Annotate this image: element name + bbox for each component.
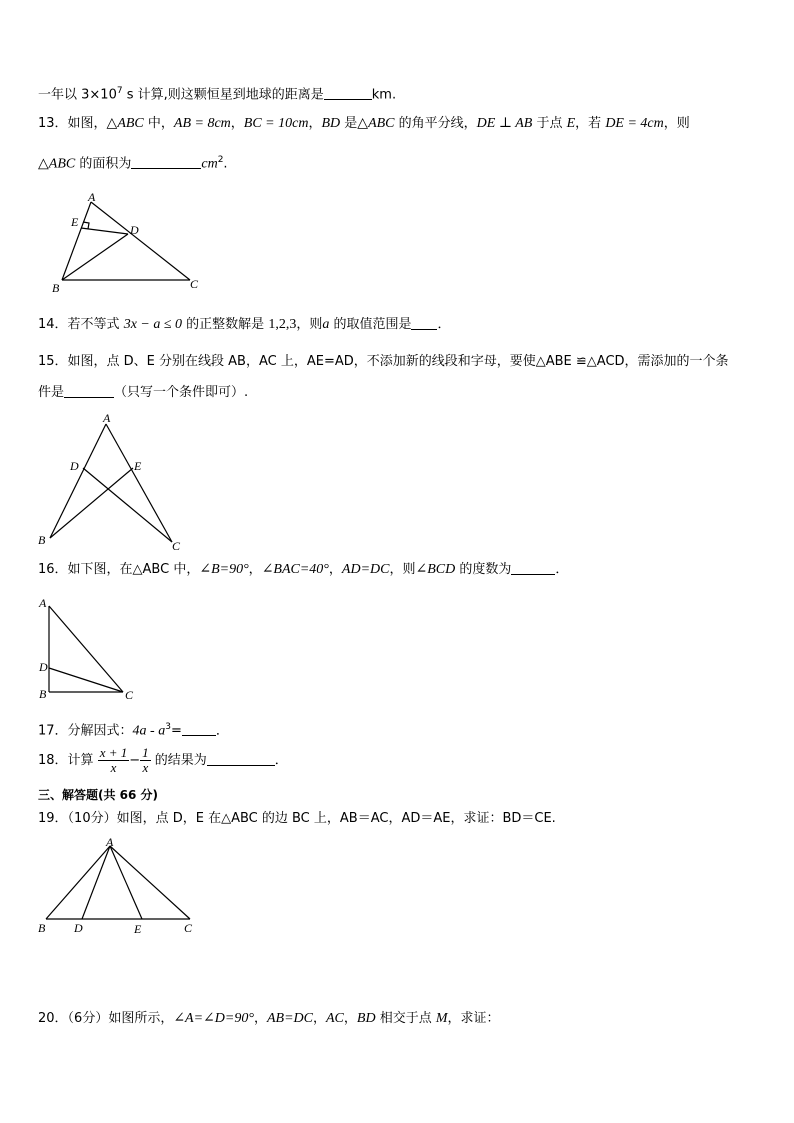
segment-ac (91, 202, 190, 280)
q15-figure (36, 410, 196, 553)
label-c: C (184, 921, 193, 935)
answer-blank (207, 752, 275, 766)
segment-be (50, 468, 133, 538)
label-e: E (134, 922, 142, 936)
segment-ab (46, 846, 110, 919)
q16-figure (36, 596, 146, 706)
segment-ad (82, 846, 110, 919)
label-b: B (39, 687, 47, 701)
segment-ae (110, 846, 142, 919)
label-b: B (38, 533, 46, 547)
segment-ab (62, 202, 91, 280)
label-c: C (172, 539, 181, 553)
segment-ab (50, 424, 106, 538)
q12-tail-line: 一年以 $3\times 10^7$ s 计算,则这颗恒星到地球的距离是 km. (38, 86, 397, 103)
q15-line2: 件是 （只写一个条件即可）. (38, 385, 249, 400)
q13-line1: 13．如图，△ABC 中，AB = 8cm，BC = 10cm，BD 是△ABC 的角平分线，DE ⊥ AB 于点 E，若 DE = 4cm，则 (38, 116, 690, 131)
answer-blank (182, 722, 216, 736)
fraction-1: $\frac{x + 1}{x}$ (99, 745, 128, 775)
label-a: A (88, 190, 96, 204)
label-b: B (38, 921, 46, 935)
segment-bd (62, 234, 128, 280)
answer-blank (411, 316, 437, 330)
label-c: C (190, 277, 199, 291)
q20-line: 20．（6分）如图所示，∠A=∠D=90°，AB=DC，AC，BD 相交于点 M，求证： (38, 1011, 500, 1026)
q19-figure (34, 836, 204, 936)
q17-line: 17．分解因式：$4a - a^3=$ ． (38, 722, 229, 739)
segment-ac (110, 846, 190, 919)
label-d: D (130, 223, 139, 237)
q13-line2: △ABC 的面积为 $cm^2$. (38, 155, 228, 172)
label-d: D (70, 459, 79, 473)
q14-line: 14．若不等式 3x − a ≤ 0 的正整数解是 1,2,3，则a 的取值范围是 ． (38, 317, 451, 332)
label-d: D (39, 660, 48, 674)
answer-blank (131, 155, 201, 169)
label-e: E (71, 215, 79, 229)
fraction-2: $\frac{1}{x}$ (142, 745, 149, 775)
q13-figure (44, 192, 214, 297)
label-d: D (74, 921, 83, 935)
answer-blank (64, 384, 114, 398)
q16-line: 16．如下图，在△ABC 中，∠B=90°，∠BAC=40°，AD=DC，则∠BCD 的度数为 ． (38, 562, 569, 577)
label-a: A (39, 596, 47, 610)
q15-line1: 15．如图，点 D、E 分别在线段 AB，AC 上，AE=AD，不添加新的线段和字母，要使△ABE ≌△ACD，需添加的一个条 (38, 354, 729, 369)
segment-dc (83, 468, 172, 542)
segment-ac (49, 606, 123, 692)
section-heading: 三、解答题(共 66 分) (38, 788, 159, 802)
answer-blank (511, 561, 555, 575)
q18-line: 18．计算 $\frac{x + 1}{x}$ − $\frac{1}{x}$ 的结果为 ． (38, 745, 288, 775)
q19-line: 19．（10分）如图，点 D，E 在△ABC 的边 BC 上，AB＝AC，AD＝AE，求证：BD＝CE. (38, 811, 556, 826)
answer-blank (324, 86, 372, 100)
label-e: E (134, 459, 142, 473)
label-b: B (52, 281, 60, 295)
label-a: A (106, 835, 114, 849)
label-c: C (125, 688, 134, 702)
label-a: A (103, 411, 111, 425)
